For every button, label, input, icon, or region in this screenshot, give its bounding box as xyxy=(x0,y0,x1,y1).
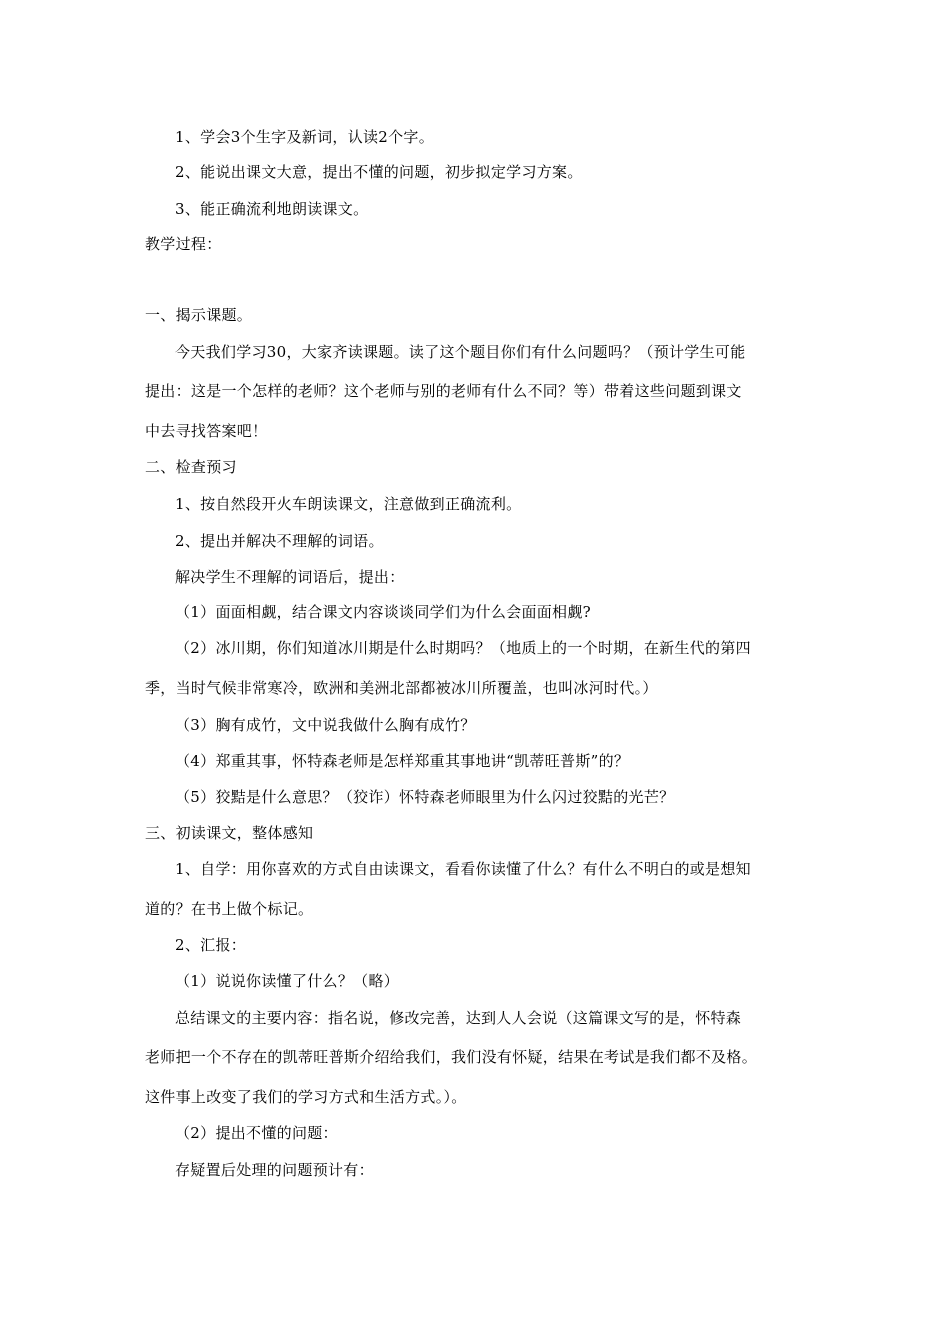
section-1-para-line-3: 中去寻找答案吧！ xyxy=(145,422,268,440)
section-3-deferred: 存疑置后处理的问题预计有： xyxy=(175,1161,374,1179)
section-3-summary-line-1: 总结课文的主要内容：指名说，修改完善，达到人人会说（这篇课文写的是，怀特森 xyxy=(175,1009,742,1027)
section-2-item-1: 1、按自然段开火车朗读课文，注意做到正确流利。 xyxy=(175,495,522,513)
section-3-heading: 三、初读课文，整体感知 xyxy=(145,824,314,842)
objective-1: 1、学会3个生字及新词，认读2个字。 xyxy=(175,128,435,146)
section-3-summary-line-2: 老师把一个不存在的凯蒂旺普斯介绍给我们，我们没有怀疑，结果在考试是我们都不及格。 xyxy=(145,1048,758,1066)
section-3-item-2: 2、汇报： xyxy=(175,936,247,954)
section-2-intro: 解决学生不理解的词语后，提出： xyxy=(175,568,405,586)
section-3-item-1-line-1: 1、自学：用你喜欢的方式自由读课文，看看你读懂了什么？有什么不明白的或是想知 xyxy=(175,860,751,878)
section-2-question-2-line-1: （2）冰川期，你们知道冰川期是什么时期吗？（地质上的一个时期，在新生代的第四 xyxy=(175,639,751,657)
section-1-para-line-2: 提出：这是一个怎样的老师？这个老师与别的老师有什么不同？等）带着这些问题到课文 xyxy=(145,382,742,400)
process-heading: 教学过程： xyxy=(145,235,222,253)
section-2-question-5: （5）狡黠是什么意思？（狡诈）怀特森老师眼里为什么闪过狡黠的光芒？ xyxy=(175,788,675,806)
objective-2: 2、能说出课文大意，提出不懂的问题，初步拟定学习方案。 xyxy=(175,163,583,181)
section-2-question-4: （4）郑重其事，怀特森老师是怎样郑重其事地讲“凯蒂旺普斯”的？ xyxy=(175,752,630,770)
section-2-question-2-line-2: 季，当时气候非常寒冷，欧洲和美洲北部都被冰川所覆盖，也叫冰河时代。） xyxy=(145,679,658,697)
section-3-sub-1: （1）说说你读懂了什么？（略） xyxy=(175,972,400,990)
section-2-item-2: 2、提出并解决不理解的词语。 xyxy=(175,532,384,550)
section-1-para-line-1: 今天我们学习30，大家齐读课题。读了这个题目你们有什么问题吗？（预计学生可能 xyxy=(175,343,746,361)
section-3-sub-2: （2）提出不懂的问题： xyxy=(175,1124,338,1142)
section-2-question-3: （3）胸有成竹，文中说我做什么胸有成竹？ xyxy=(175,716,476,734)
section-3-item-1-line-2: 道的？在书上做个标记。 xyxy=(145,900,314,918)
section-2-question-1: （1）面面相觑，结合课文内容谈谈同学们为什么会面面相觑? xyxy=(175,603,591,621)
section-3-summary-line-3: 这件事上改变了我们的学习方式和生活方式。）。 xyxy=(145,1088,467,1106)
objective-3: 3、能正确流利地朗读课文。 xyxy=(175,200,369,218)
section-1-heading: 一、揭示课题。 xyxy=(145,306,253,324)
section-2-heading: 二、检查预习 xyxy=(145,458,237,476)
